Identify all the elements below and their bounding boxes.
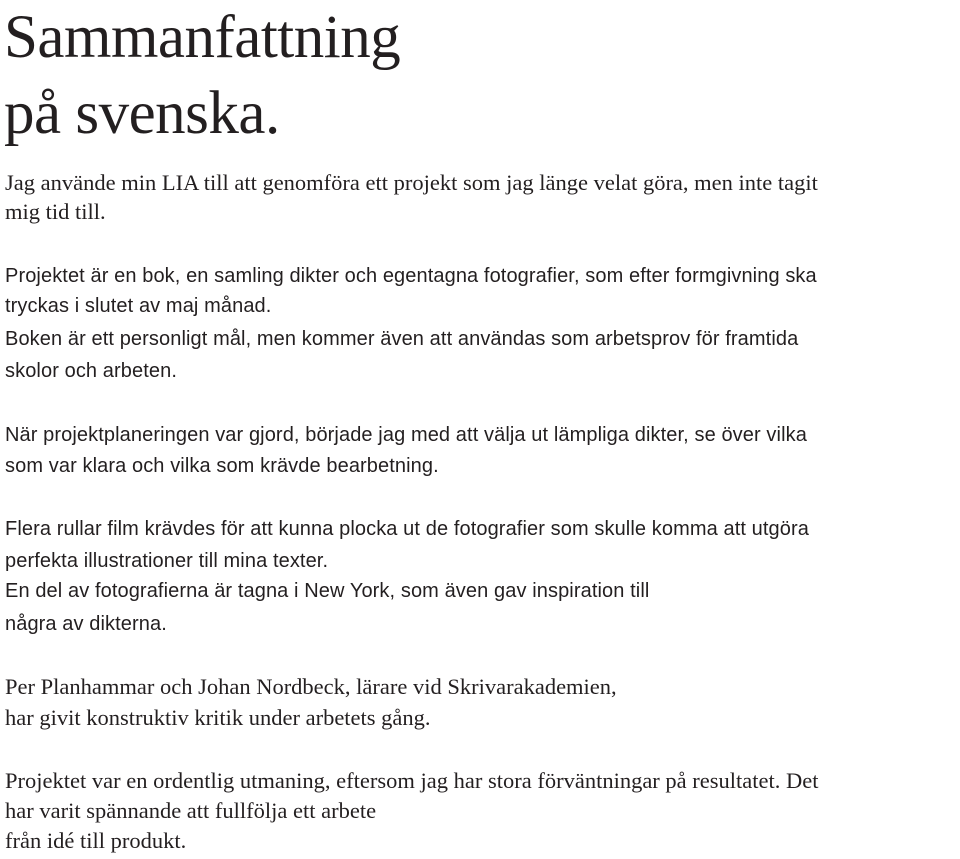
paragraph-3-line-1: När projektplaneringen var gjord, började jag med att välja ut lämpliga dikter, se över vilka [5,424,807,446]
paragraph-6-line-1: Projektet var en ordentlig utmaning, eftersom jag har stora förväntningar på resultatet. Det [5,768,819,793]
paragraph-5-line-1: Per Planhammar och Johan Nordbeck, lärare vid Skrivarakademien, [5,674,617,699]
paragraph-2-line-2: tryckas i slutet av maj månad. [5,295,272,317]
page-title [4,0,400,152]
paragraph-2-line-4: skolor och arbeten. [5,360,177,382]
paragraph-5-line-2: har givit konstruktiv kritik under arbetets gång. [5,705,431,730]
paragraph-4-line-1: Flera rullar film krävdes för att kunna plocka ut de fotografier som skulle komma att utgöra [5,518,809,540]
paragraph-2-line-1: Projektet är en bok, en samling dikter och egentagna fotografier, som efter formgivning ska [5,265,817,287]
paragraph-2-line-3: Boken är ett personligt mål, men kommer även att användas som arbetsprov för framtida [5,328,799,350]
paragraph-1-line-1: Jag använde min LIA till att genomföra ett projekt som jag länge velat göra, men inte tagit [5,170,818,195]
paragraph-1-line-2: mig tid till. [5,199,106,224]
paragraph-6-line-2: har varit spännande att fullfölja ett arbete [5,798,377,823]
title-line-1: Sammanfattning [4,4,401,71]
paragraph-4-line-2: perfekta illustrationer till mina texter. [5,550,329,572]
title-line-2: på svenska. [4,80,280,147]
paragraph-4-line-3: En del av fotografierna är tagna i New York, som även gav inspiration till [5,580,650,602]
paragraph-3-line-2: som var klara och vilka som krävde bearbetning. [5,455,439,477]
paragraph-4-line-4: några av dikterna. [5,613,167,635]
paragraph-6-line-3: från idé till produkt. [5,828,187,853]
